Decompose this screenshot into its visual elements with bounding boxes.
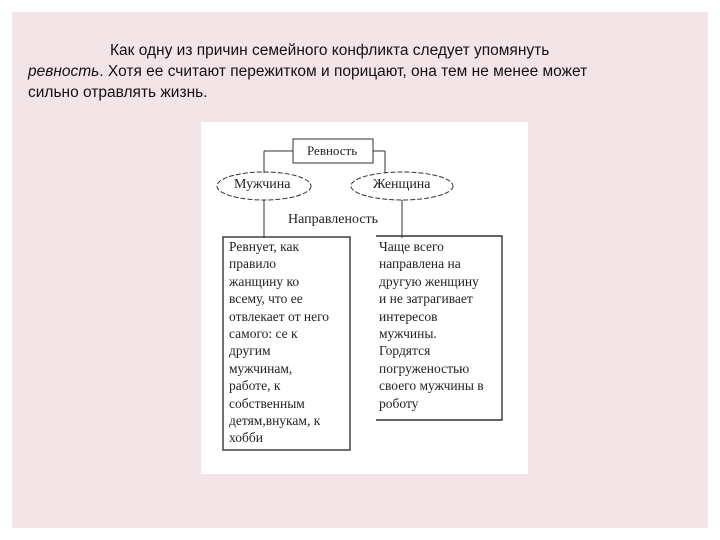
diagram-left-node-label: Мужчина xyxy=(234,177,291,192)
diagram-root-label: Ревность xyxy=(307,143,358,158)
diagram-right-node-label: Женщина xyxy=(373,177,431,192)
left-column-text: Ревнует, как правило жанщину ко всему, что ее отвлекает от него самого: се к другим мужчинам, работе, к собственным детям,внукам, к хобби xyxy=(229,239,330,446)
intro-line-2: ревность. Хотя ее считают пережитком и порицают, она тем не менее может xyxy=(28,63,588,80)
intro-text xyxy=(28,40,668,103)
diagram-middle-label: Направленость xyxy=(288,212,379,227)
intro-line-1: Как одну из причин семейного конфликта следует упомянуть xyxy=(110,42,550,59)
right-column-text: Чаще всего направлена на другую женщину и не затрагивает интересов мужчины. Гордятся погруженостью своего мужчины в роботу xyxy=(379,239,484,411)
jealousy-term: ревность xyxy=(28,63,100,80)
jealousy-diagram xyxy=(201,122,528,474)
intro-line-3: сильно отравлять жизнь. xyxy=(28,84,208,101)
